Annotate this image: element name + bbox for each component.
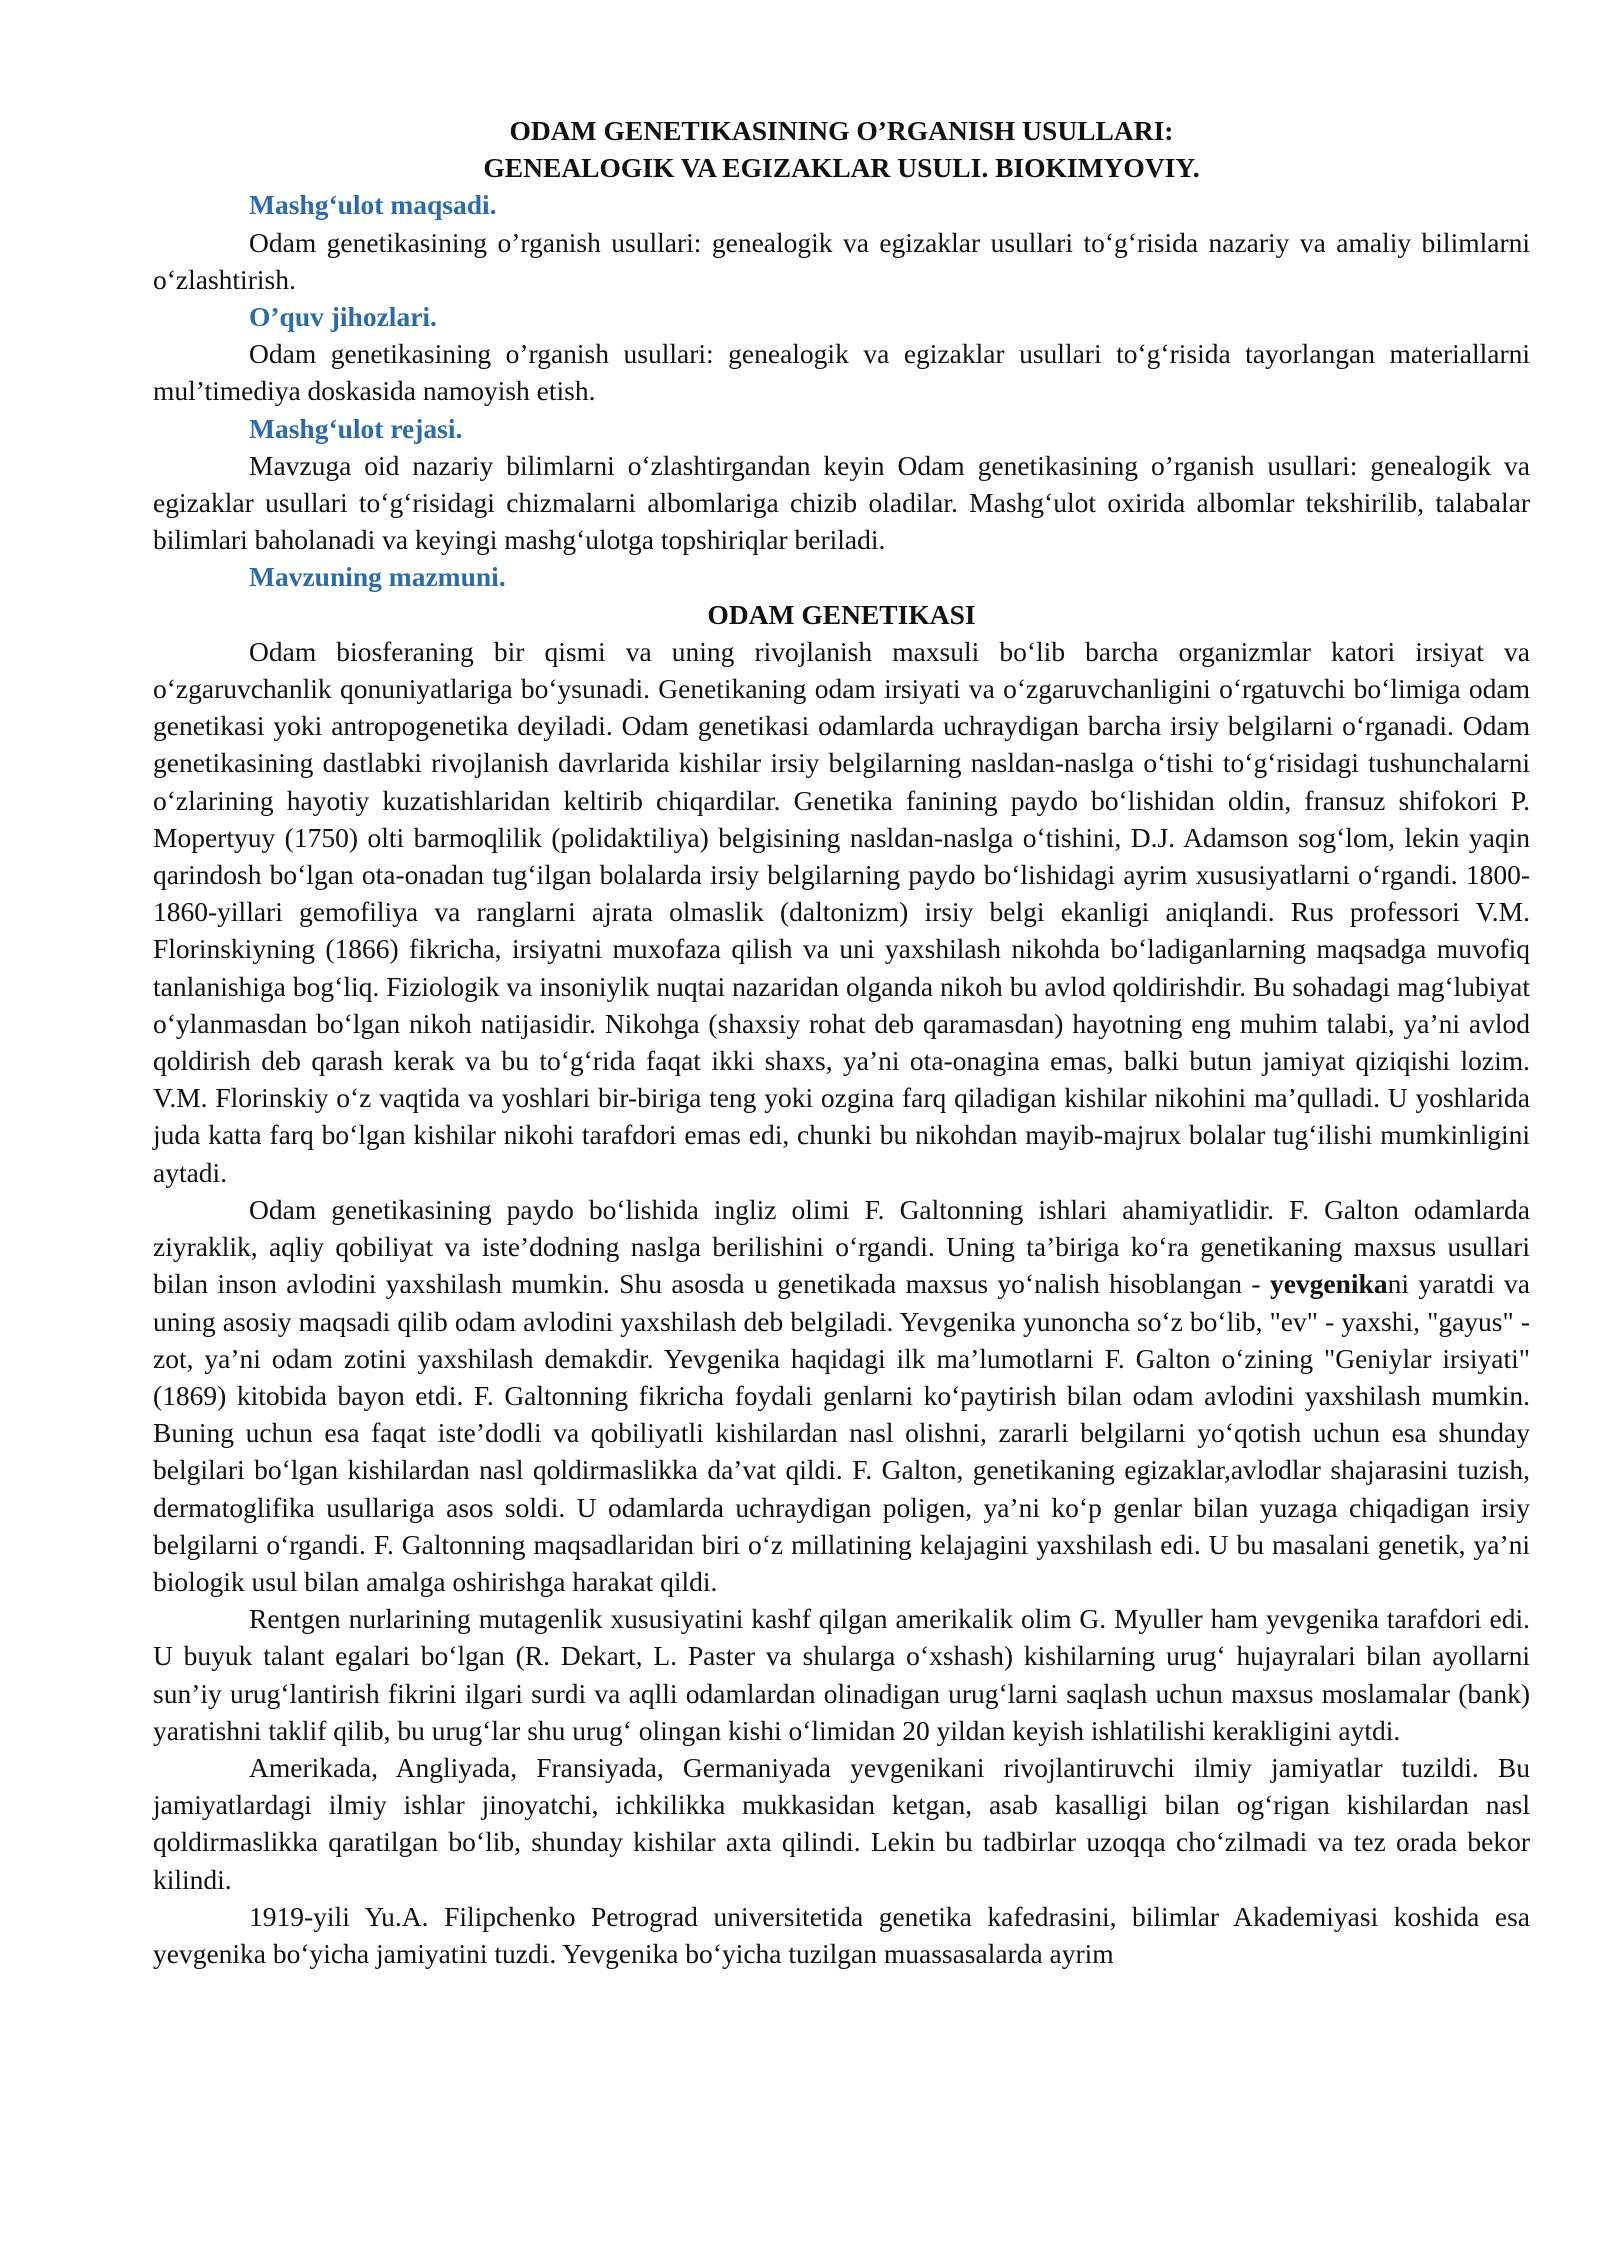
title-line-1: ODAM GENETIKASINING O’RGANISH USULLARI:: [509, 115, 1174, 146]
body-paragraph-1: Odam biosferaning bir qismi va uning rivojlanish maxsuli bo‘lib barcha organizmlar katori irsiyat va o‘zgaruvchanlik qonuniyatlariga bo‘ysunadi. Genetikaning odam irsiyati va o‘zgaruvchanligini o‘rgatuvchi bo‘limiga odam genetikasi yoki antropogenetika deyiladi. Odam genetikasi odamlarda uchraydigan barcha irsiy belgilarni o‘rganadi. Odam genetikasining dastlabki rivojlanish davrlarida kishilar irsiy belgilarning nasldan-naslga o‘tishi to‘g‘risidagi tushunchalarni o‘zlarining hayotiy kuzatishlaridan keltirib chiqardilar. Genetika fanining paydo bo‘lishidan oldin, fransuz shifokori P. Mopertyuy (1750) olti barmoqlilik (polidaktiliya) belgisining nasldan-naslga o‘tishini, D.J. Adamson sog‘lom, lekin yaqin qarindosh bo‘lgan ota-onadan tug‘ilgan bolalarda irsiy belgilarning paydo bo‘lishidagi ayrim xususiyatlarni o‘rgandi. 1800-1860-yillari gemofiliya va ranglarni ajrata olmaslik (daltonizm) irsiy belgi ekanligi aniqlandi. Rus professori V.M. Florinskiyning (1866) fikricha, irsiyatni muxofaza qilish va uni yaxshilash nikohda bo‘ladiganlarning maqsadga muvofiq tanlanishiga bog‘liq. Fiziologik va insoniylik nuqtai nazaridan olganda nikoh bu avlod qoldirishdir. Bu sohadagi mag‘lubiyat o‘ylanmasdan bo‘lgan nikoh natijasidir. Nikohga (shaxsiy rohat deb qaramasdan) hayotning eng muhim talabi, ya’ni avlod qoldirish deb qarash kerak va bu to‘g‘rida faqat ikki shaxs, ya’ni ota-onagina emas, balki butun jamiyat qiziqishi lozim. V.M. Florinskiy o‘z vaqtida va yoshlari bir-biriga teng yoki ozgina farq qiladigan kishilar nikohini ma’qulladi. U yoshlarida juda katta farq bo‘lgan kishilar nikohi tarafdori emas edi, chunki bu nikohdan mayib-majrux bolalar tug‘ilishi mumkinligini aytadi.: [153, 635, 1530, 1188]
plan-text: Mavzuga oid nazariy bilimlarni o‘zlashtirgandan keyin Odam genetikasining o’rganish usullari: genealogik va egizaklar usullari to‘g‘risidagi chizmalarni albomlariga chizib oladilar. Mashg‘ulot oxirida albomlar tekshirilib, talabalar bilimlari baholanadi va keyingi mashg‘ulotga topshiriqlar beriladi.: [153, 449, 1530, 556]
goal-heading: Mashg‘ulot maqsadi.: [249, 189, 497, 221]
content-heading: Mavzuning mazmuni.: [249, 561, 506, 593]
body-paragraph-4: Amerikada, Angliyada, Fransiyada, Germaniyada yevgenikani rivojlantiruvchi ilmiy jamiyatlar tuzildi. Bu jamiyatlardagi ilmiy ishlar jinoyatchi, ichkilikka mukkasidan ketgan, asab kasalligi bilan og‘rigan kishilardan nasl qoldirmaslikka qaratilgan bo‘lib, shunday kishilar axta qilindi. Lekin bu tadbirlar uzoqqa cho‘zilmadi va tez orada bekor kilindi.: [153, 1751, 1530, 1895]
body-paragraph-2: [153, 1191, 1530, 1600]
body-paragraph-3: Rentgen nurlarining mutagenlik xususiyatini kashf qilgan amerikalik olim G. Myuller ham yevgenika tarafdori edi. U buyuk talant egalari bo‘lgan (R. Dekart, L. Paster va shularga o‘xshash) kishilarning urug‘ hujayralari bilan ayollarni sun’iy urug‘lantirish fikrini ilgari surdi va aqlli odamlardan olinadigan urug‘larni saqlash uchun maxsus moslamalar (bank) yaratishni taklif qilib, bu urug‘lar shu urug‘ olingan kishi o‘limidan 20 yildan keyish ishlatilishi kerakligini aytdi.: [153, 1603, 1530, 1746]
equipment-text: Odam genetikasining o’rganish usullari: genealogik va egizaklar usullari to‘g‘risida tayorlangan materiallarni mul’timediya doskasida namoyish etish.: [153, 338, 1530, 407]
goal-text: Odam genetikasining o’rganish usullari: genealogik va egizaklar usullari to‘g‘risida nazariy va amaliy bilimlarni o‘zlashtirish.: [153, 226, 1530, 295]
equipment-heading: O’quv jihozlari.: [249, 301, 437, 333]
paragraph-2-rest: ni yaratdi va uning asosiy maqsadi qilib odam avlodini yaxshilash deb belgiladi. Yevgenika yunoncha so‘z bo‘lib, "ev" - yaxshi, "gayus" - zot, ya’ni odam zotini yaxshilash demakdir. Yevgenika haqidagi ilk ma’lumotlarni F. Galton o‘zining "Geniylar irsiyati" (1869) kitobida bayon etdi. F. Galtonning fikricha foydali genlarni ko‘paytirish bilan odam avlodini yaxshilash mumkin. Buning uchun esa faqat iste’dodli va qobiliyatli kishilardan nasl olishni, zararli belgilarni yo‘qotish uchun esa shunday belgilari bo‘lgan kishilardan nasl qoldirmaslikka da’vat qildi. F. Galton, genetikaning egizaklar,avlodlar shajarasini tuzish, dermatoglifika usullariga asos soldi. U odamlarda uchraydigan poligen, ya’ni ko‘p genlar bilan yuzaga chiqadigan irsiy belgilarni o‘rgandi. F. Galtonning maqsadlaridan biri o‘z millatining kelajagini yaxshilash edi. U bu masalani genetik, ya’ni biologik usul bilan amalga oshirishga harakat qildi.: [153, 1268, 1530, 1597]
section-subheading: ODAM GENETIKASI: [707, 598, 976, 630]
document-title: [153, 112, 1530, 186]
title-line-2: GENEALOGIK VA EGIZAKLAR USULI. BIOKIMYOVIY.: [483, 152, 1200, 184]
term-yevgenika: yevgenika: [1269, 1268, 1388, 1300]
plan-heading: Mashg‘ulot rejasi.: [249, 412, 463, 444]
body-paragraph-5: 1919-yili Yu.A. Filipchenko Petrograd universitetida genetika kafedrasini, bilimlar Akademiyasi koshida esa yevgenika bo‘yicha jamiyatini tuzdi. Yevgenika bo‘yicha tuzilgan muassasalarda ayrim: [153, 1900, 1530, 1969]
document-page: [153, 112, 1530, 1972]
paragraph-2-lead: Odam genetikasining paydo bo‘lishida ingliz olimi F. Galtonning ishlari ahamiyatlidir. F. Galton odamlarda ziyraklik, aqliy qobiliyat va iste’dodning naslga berilishini o‘rgandi. Uning ta’biriga ko‘ra genetikaning maxsus usullari bilan inson avlodini yaxshilash mumkin. Shu asosda u genetikada maxsus yo‘nalish hisoblangan -: [153, 1193, 1530, 1300]
